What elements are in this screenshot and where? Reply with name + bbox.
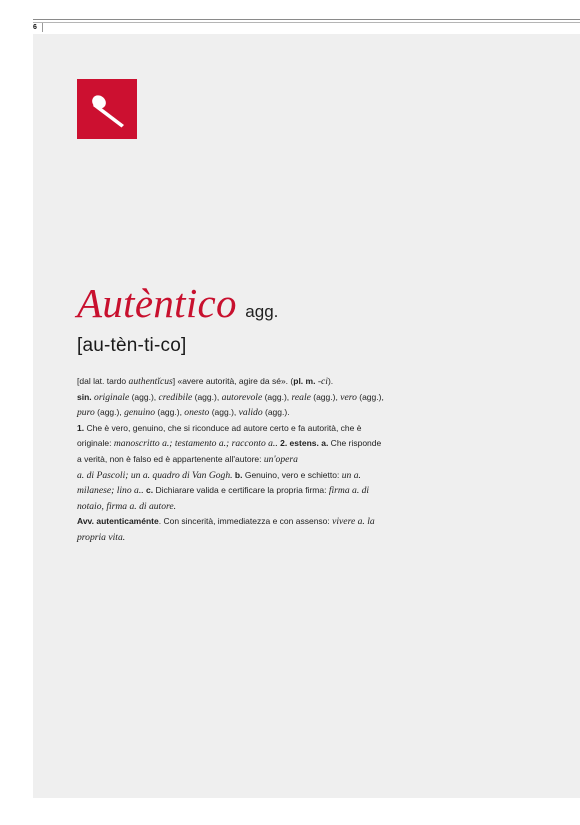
definition-line <box>77 436 457 452</box>
definition-line <box>77 390 457 406</box>
pronunciation: [au-tèn-ti-co] <box>77 335 187 356</box>
page-number-divider <box>42 23 43 32</box>
definition-text: Genuino, vero e schietto: <box>242 469 342 480</box>
bold-text: b. <box>234 469 243 480</box>
definition-text: a verità, non è falso ed è appartenente all'autore: <box>77 453 264 464</box>
definition-line <box>77 514 457 530</box>
italic-text: originale <box>94 391 130 403</box>
definition-text: originale: <box>77 438 114 449</box>
definition-text: (agg.), <box>94 407 125 418</box>
bold-text: 1. <box>77 422 85 433</box>
definition-line <box>77 452 457 468</box>
bold-text: sin. <box>77 391 92 402</box>
logo <box>77 79 137 139</box>
italic-text: firma a. di <box>328 485 370 497</box>
bold-text: c. <box>146 485 154 496</box>
bold-text: 2. estens. a. <box>280 438 329 449</box>
italic-text: -ci <box>317 376 328 387</box>
definition-text: (agg.), <box>262 391 292 402</box>
italic-text: vero <box>340 391 357 403</box>
definition-line <box>77 499 457 515</box>
part-of-speech: agg. <box>245 302 279 321</box>
definition-text: Dichiarare valida e certificare la propria firma: <box>153 485 329 496</box>
pencil-stroke-icon <box>77 79 137 139</box>
italic-text: notaio, firma a. di autore. <box>77 500 177 512</box>
italic-text: autorevole <box>221 391 263 403</box>
italic-text: puro <box>77 407 95 419</box>
definition-text: Che è vero, genuino, che si riconduce ad autore certo e fa autorità, che è <box>84 422 362 433</box>
definition-text: (agg.), <box>356 391 384 402</box>
headword-line <box>77 279 278 327</box>
definition-text: (agg.), <box>129 391 159 402</box>
definition-text: . Con sincerità, immediatezza e con assenso: <box>158 516 333 527</box>
definition-text: ] «avere autorità, agire da sé». ( <box>172 376 294 386</box>
italic-text: milanese; lino a.. <box>77 485 144 497</box>
definition-text: (agg.), <box>209 407 239 418</box>
page-number: 6 <box>33 24 37 31</box>
definition-text: (agg.), <box>310 391 341 402</box>
definition-line <box>77 483 457 499</box>
headword: Autèntico <box>77 280 237 326</box>
italic-text: un'opera <box>263 453 298 465</box>
definition-line <box>77 405 457 421</box>
definition-text: (agg.), <box>192 391 222 402</box>
top-rule <box>33 19 580 20</box>
italic-text: onesto <box>184 407 210 419</box>
definition-text: Che risponde <box>328 438 382 449</box>
definition-text: ). <box>327 376 334 386</box>
italic-text: propria vita. <box>77 531 126 543</box>
definition-line <box>77 468 457 484</box>
definition-line <box>77 421 457 437</box>
italic-text: credibile <box>158 391 193 403</box>
italic-text: valido <box>238 407 263 419</box>
italic-text: genuino <box>124 407 155 419</box>
bold-text: Avv. autenticaménte <box>77 516 159 527</box>
page-sheet <box>33 34 580 798</box>
definition-line <box>77 530 457 546</box>
definition-text: (agg.). <box>262 407 290 418</box>
bold-text: pl. m. <box>293 376 316 386</box>
italic-text: manoscritto a.; testamento a.; racconto a.. <box>113 438 278 450</box>
italic-text: un a. <box>341 469 361 481</box>
top-rule-secondary <box>33 22 580 23</box>
definition-line <box>77 374 457 390</box>
definition-text: [dal lat. tardo <box>77 376 129 386</box>
definition-text: (agg.), <box>155 407 185 418</box>
italic-text: authentĭcus <box>128 376 173 387</box>
italic-text: vivere a. la <box>332 516 375 528</box>
definition-body <box>77 374 457 546</box>
italic-text: reale <box>291 391 311 403</box>
italic-text: a. di Pascoli; un a. quadro di Van Gogh. <box>77 469 233 481</box>
